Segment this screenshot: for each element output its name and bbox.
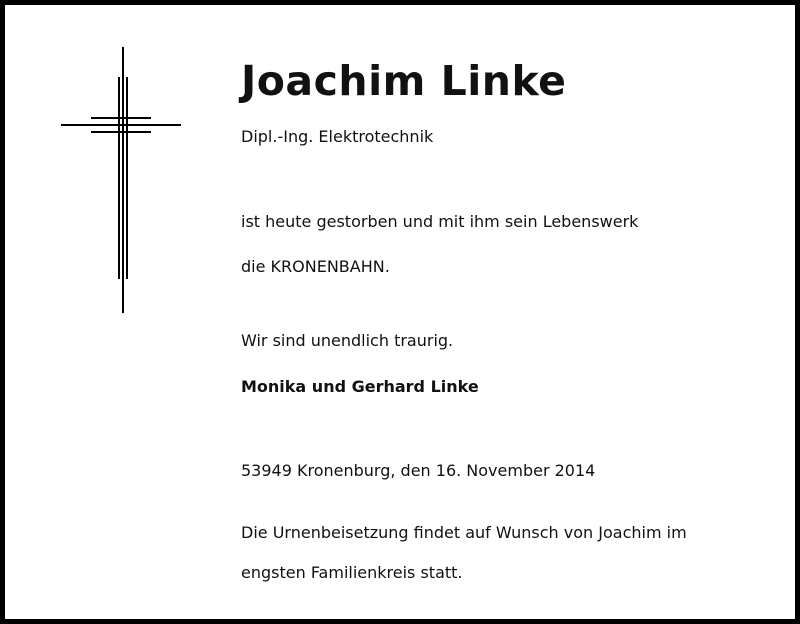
deceased-title: Dipl.-Ing. Elektrotechnik (241, 127, 434, 146)
cross-icon (59, 47, 183, 315)
place-date: 53949 Kronenburg, den 16. November 2014 (241, 461, 596, 480)
burial-line-1: Die Urnenbeisetzung findet auf Wunsch von Joachim im (241, 523, 687, 542)
burial-line-2: engsten Familienkreis statt. (241, 563, 463, 582)
deceased-name: Joachim Linke (241, 57, 567, 105)
message-line-1: ist heute gestorben und mit ihm sein Lebenswerk (241, 212, 639, 231)
message-line-2: die KRONENBAHN. (241, 257, 390, 276)
grief-line: Wir sind unendlich traurig. (241, 331, 454, 350)
signers: Monika und Gerhard Linke (241, 377, 479, 396)
